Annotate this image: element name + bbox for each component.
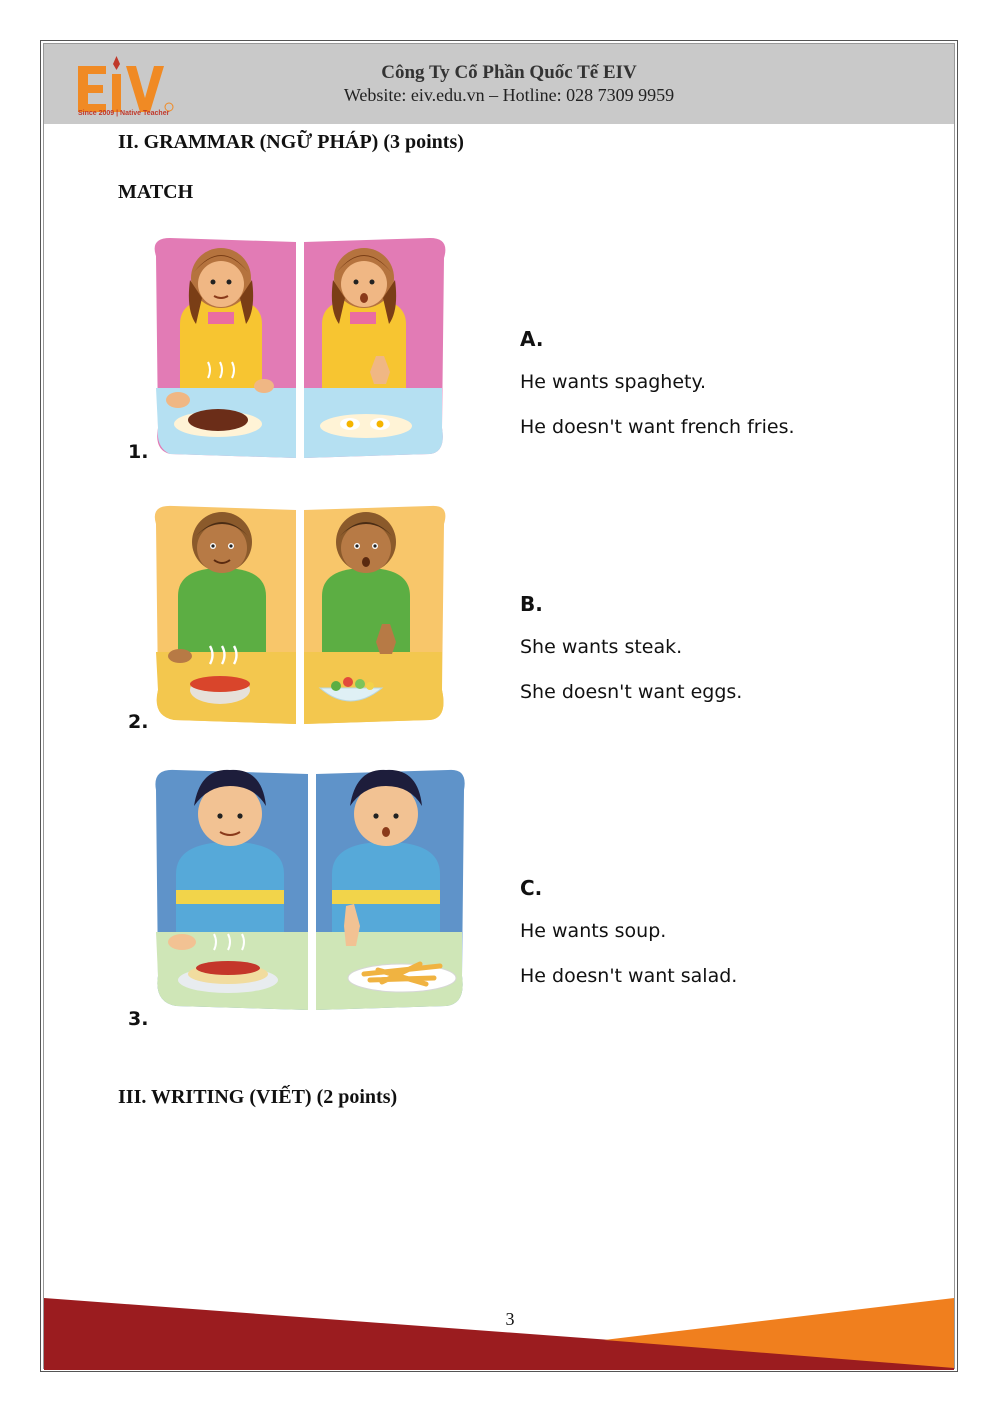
option-b-letter: B. (520, 592, 543, 616)
option-c (520, 876, 737, 1010)
company-name: Công Ty Cổ Phần Quốc Tế EIV (381, 62, 637, 83)
logo-tagline: Since 2009 | Native Teacher (78, 110, 170, 117)
footer-band (44, 1292, 954, 1370)
option-c-letter: C. (520, 876, 543, 900)
girl-steak-eggs-picture (150, 228, 450, 465)
option-a-letter: A. (520, 327, 544, 351)
option-b (520, 592, 742, 726)
option-a-line-1: He wants spaghety. (520, 371, 707, 393)
option-a (520, 327, 795, 461)
writing-section-title: III. WRITING (VIẾT) (2 points) (118, 1086, 398, 1108)
boy-soup-salad-picture (150, 494, 450, 731)
option-a-line-2: He doesn't want french fries. (520, 416, 795, 438)
item-number-1: 1. (128, 441, 149, 463)
item-number-3: 3. (128, 1008, 149, 1030)
header-band (44, 44, 954, 124)
option-b-line-1: She wants steak. (520, 636, 683, 658)
grammar-section-title: II. GRAMMAR (NGỮ PHÁP) (3 points) (118, 131, 464, 153)
item-number-2: 2. (128, 711, 149, 733)
match-heading: MATCH (118, 181, 194, 203)
option-c-line-1: He wants soup. (520, 920, 667, 942)
option-c-line-2: He doesn't want salad. (520, 965, 738, 987)
page-number: 3 (505, 1309, 515, 1329)
option-b-line-2: She doesn't want eggs. (520, 681, 743, 703)
boy-spaghetti-fries-picture (150, 756, 470, 1019)
company-contact: Website: eiv.edu.vn – Hotline: 028 7309 9959 (343, 85, 675, 105)
